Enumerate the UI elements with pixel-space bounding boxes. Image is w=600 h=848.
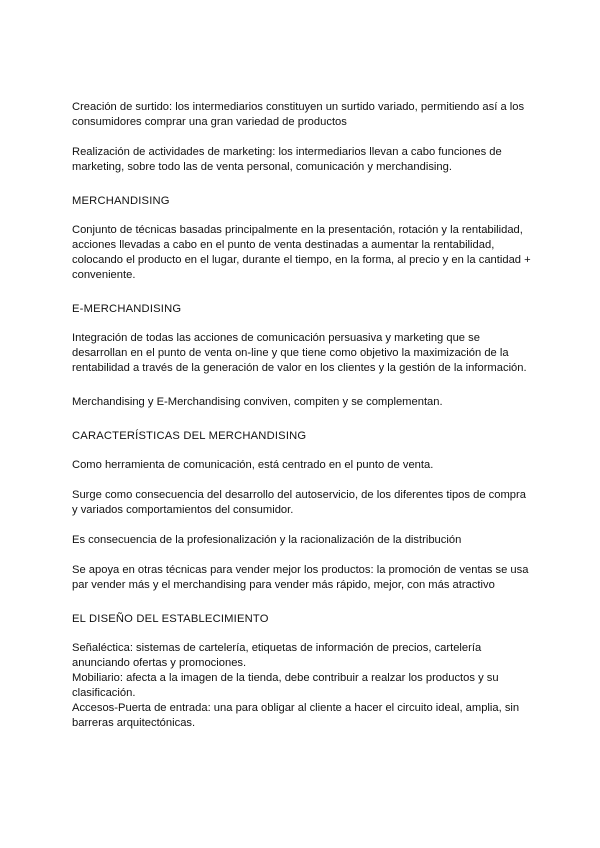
list-item: Se apoya en otras técnicas para vender mejor los productos: la promoción de ventas se usa par vender más y el merchandising para vender más rápido, mejor, con más atractivo — [72, 564, 529, 591]
list-item: Surge como consecuencia del desarrollo del autoservicio, de los diferentes tipos de compra y variados comportamientos del consumidor. — [72, 489, 526, 516]
list-item: Como herramienta de comunicación, está centrado en el punto de venta. — [72, 459, 434, 471]
list-item: Accesos-Puerta de entrada: una para obligar al cliente a hacer el circuito ideal, amplia, sin barreras arquitectónicas. — [72, 702, 520, 729]
paragraph-surtido: Creación de surtido: los intermediarios constituyen un surtido variado, permitiendo así a los consumidores comprar una gran variedad de productos — [72, 101, 525, 128]
document-page — [72, 100, 532, 731]
paragraph-marketing: Realización de actividades de marketing: los intermediarios llevan a cabo funciones de marketing, sobre todo las de venta personal, comunicación y merchandising. — [72, 146, 502, 173]
paragraph-merchandising-note: Merchandising y E-Merchandising conviven, compiten y se complementan. — [72, 396, 443, 408]
heading-caracteristicas: CARACTERÍSTICAS DEL MERCHANDISING — [72, 430, 307, 442]
paragraph-merchandising-definition: Conjunto de técnicas basadas principalmente en la presentación, rotación y la rentabilidad, acciones llevadas a cabo en el punto de venta destinadas a aumentar la rentabilidad, colocando el producto en el lugar, durante el tiempo, en la forma, al precio y en la cantidad + conveniente. — [72, 224, 531, 281]
heading-e-merchandising: E-MERCHANDISING — [72, 303, 182, 315]
paragraph-e-merchandising-definition: Integración de todas las acciones de comunicación persuasiva y marketing que se desarrollan en el punto de venta on-line y que tiene como objetivo la maximización de la rentabilidad a través de la generación de valor en los clientes y la gestión de la información. — [72, 332, 527, 374]
heading-merchandising: MERCHANDISING — [72, 195, 170, 207]
list-item: Es consecuencia de la profesionalización y la racionalización de la distribución — [72, 534, 462, 546]
heading-diseno-establecimiento: EL DISEÑO DEL ESTABLECIMIENTO — [72, 613, 269, 625]
list-item: Señaléctica: sistemas de cartelería, etiquetas de información de precios, cartelería anunciando ofertas y promociones. — [72, 642, 482, 669]
list-item: Mobiliario: afecta a la imagen de la tienda, debe contribuir a realzar los productos y su clasificación. — [72, 672, 499, 699]
